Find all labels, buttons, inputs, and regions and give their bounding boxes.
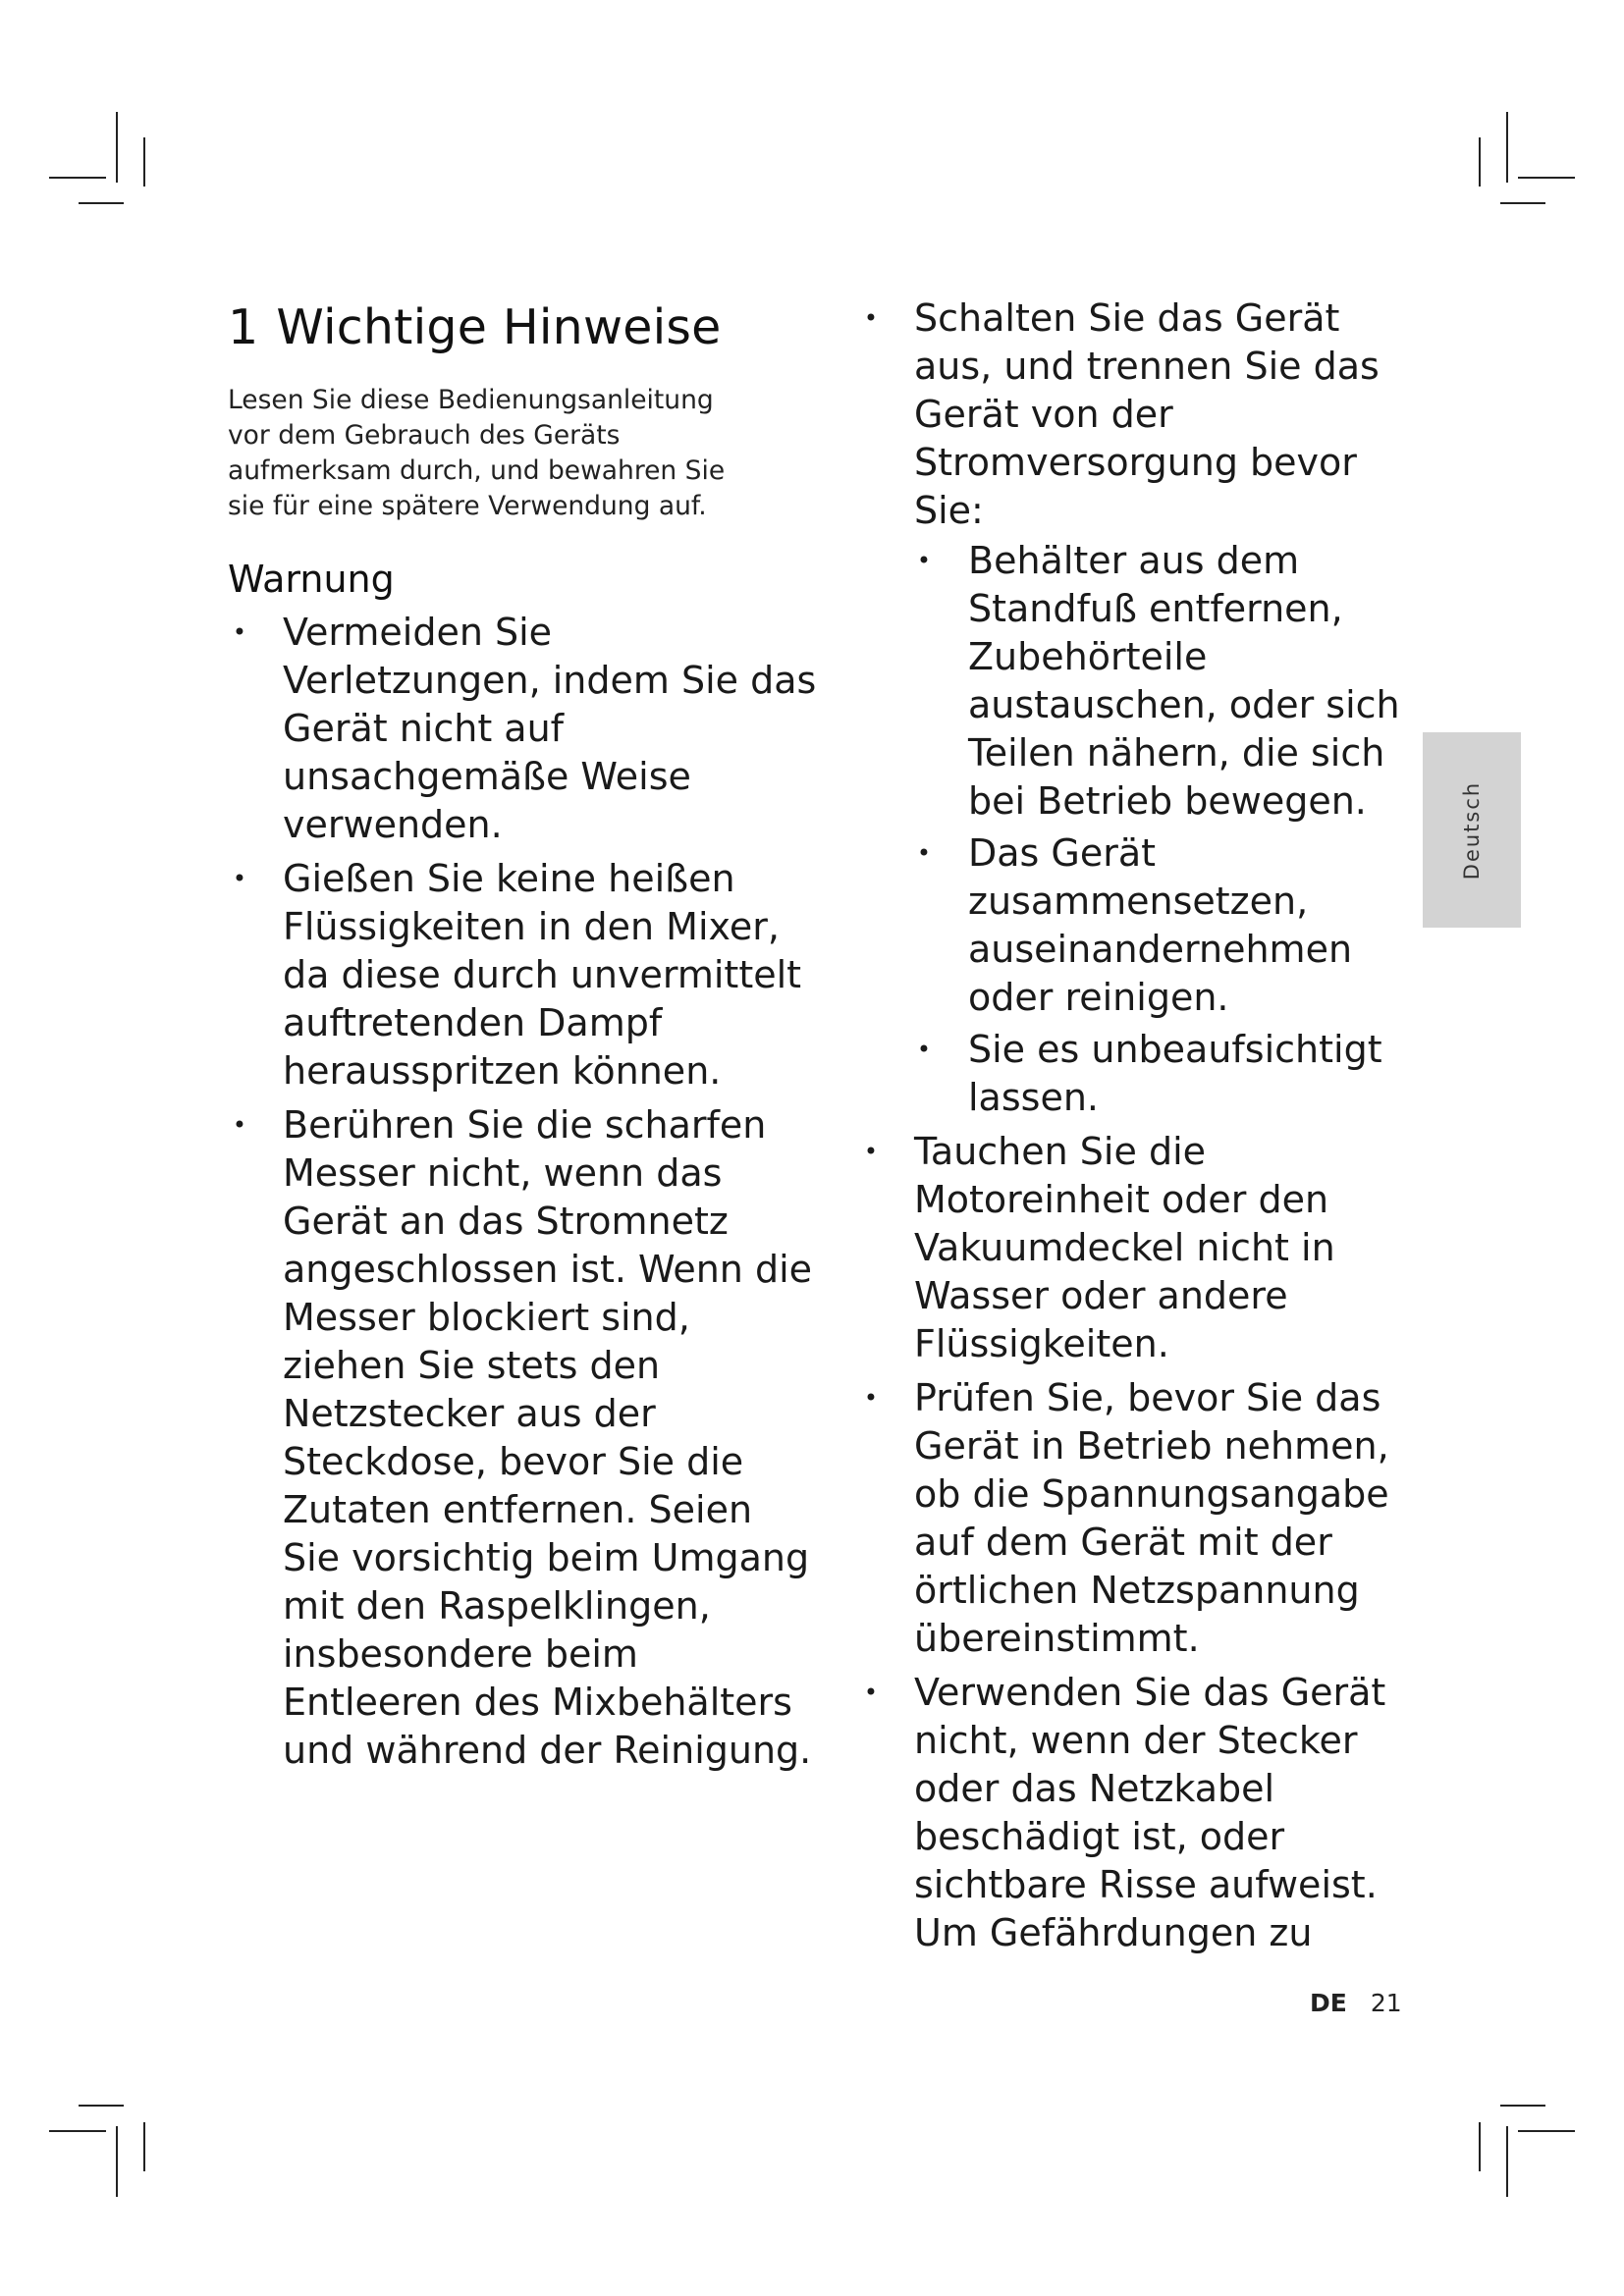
bullet-icon: • [232, 618, 247, 646]
language-side-tab-label: Deutsch [1460, 780, 1484, 880]
list-item-text: Berühren Sie die scharfen Messer nicht, wenn das Gerät an das Stromnetz angeschlossen ist. Wenn die Messer blockiert sind, ziehen Sie stets den Netzstecker aus der Steckdose, bevor Sie die Zutaten entfernen. Seien Sie vorsichtig beim Umgang mit den Raspelklingen, insbesondere beim Entleeren des Mixbehälters und während der Reinigung. [283, 1103, 813, 1772]
crop-mark [116, 2126, 118, 2197]
section-title [228, 294, 817, 361]
crop-mark [143, 2122, 145, 2171]
list-item [859, 1128, 1409, 1368]
list-item [859, 1669, 1409, 1957]
crop-mark [1518, 177, 1575, 179]
list-item [228, 609, 817, 849]
crop-mark [1500, 202, 1545, 204]
bullet-icon: • [916, 1036, 932, 1063]
crop-mark [49, 177, 106, 179]
intro-paragraph: Lesen Sie diese Bedienungsanleitung vor dem Gebrauch des Geräts aufmerksam durch, und bewahren Sie sie für eine spätere Verwendung auf. [228, 385, 726, 521]
list-item-text: Schalten Sie das Gerät aus, und trennen Sie das Gerät von der Stromversorgung bevor Sie: [914, 296, 1380, 532]
crop-mark [49, 2130, 106, 2132]
crop-mark [79, 2105, 124, 2107]
footer-language-code: DE [1310, 1989, 1347, 2017]
crop-mark [1518, 2130, 1575, 2132]
warning-list [228, 609, 817, 1775]
sub-list-item-text: Das Gerät zusammensetzen, auseinandernehmen oder reinigen. [968, 831, 1353, 1019]
crop-mark [1479, 137, 1481, 187]
language-side-tab [1423, 732, 1521, 928]
bullet-icon: • [863, 1138, 879, 1165]
crop-mark [143, 137, 145, 187]
list-item-text: Verwenden Sie das Gerät nicht, wenn der Stecker oder das Netzkabel beschädigt ist, oder sichtbare Risse aufweist. Um Gefährdungen zu [914, 1671, 1386, 1954]
crop-mark [79, 202, 124, 204]
sub-list-item [914, 1026, 1409, 1122]
warning-heading: Warnung [228, 558, 395, 601]
crop-mark [116, 112, 118, 183]
crop-mark [1500, 2105, 1545, 2107]
list-item-text: Prüfen Sie, bevor Sie das Gerät in Betrieb nehmen, ob die Spannungsangabe auf dem Gerät mit der örtlichen Netzspannung übereinstimmt. [914, 1376, 1389, 1660]
sub-list-item-text: Sie es unbeaufsichtigt lassen. [968, 1028, 1382, 1119]
warning-list-continued [859, 294, 1409, 1957]
bullet-icon: • [863, 1384, 879, 1412]
sub-list-item [914, 537, 1409, 826]
sub-list [914, 537, 1409, 1122]
list-item [228, 855, 817, 1095]
right-column [859, 294, 1409, 1963]
bullet-icon: • [863, 304, 879, 332]
page-footer [1310, 1989, 1402, 2017]
list-item-text: Gießen Sie keine heißen Flüssigkeiten in den Mixer, da diese durch unvermittelt auftretenden Dampf herausspritzen können. [283, 857, 802, 1093]
list-item-text: Vermeiden Sie Verletzungen, indem Sie das Gerät nicht auf unsachgemäße Weise verwenden. [283, 611, 817, 846]
section-number: 1 [228, 299, 259, 355]
section-title-text: Wichtige Hinweise [276, 299, 722, 355]
crop-mark [1506, 112, 1508, 183]
list-item [859, 294, 1409, 1122]
list-item [228, 1101, 817, 1775]
crop-mark [1479, 2122, 1481, 2171]
sub-list-item-text: Behälter aus dem Standfuß entfernen, Zubehörteile austauschen, oder sich Teilen nähern, die sich bei Betrieb bewegen. [968, 539, 1400, 823]
bullet-icon: • [916, 547, 932, 574]
list-item [859, 1374, 1409, 1663]
list-item-text: Tauchen Sie die Motoreinheit oder den Vakuumdeckel nicht in Wasser oder andere Flüssigkeiten. [914, 1130, 1335, 1365]
bullet-icon: • [232, 1111, 247, 1139]
bullet-icon: • [863, 1679, 879, 1706]
sub-list-item [914, 829, 1409, 1022]
bullet-icon: • [232, 865, 247, 892]
left-column [228, 294, 817, 1781]
crop-mark [1506, 2126, 1508, 2197]
bullet-icon: • [916, 839, 932, 867]
page-number: 21 [1370, 1989, 1402, 2017]
